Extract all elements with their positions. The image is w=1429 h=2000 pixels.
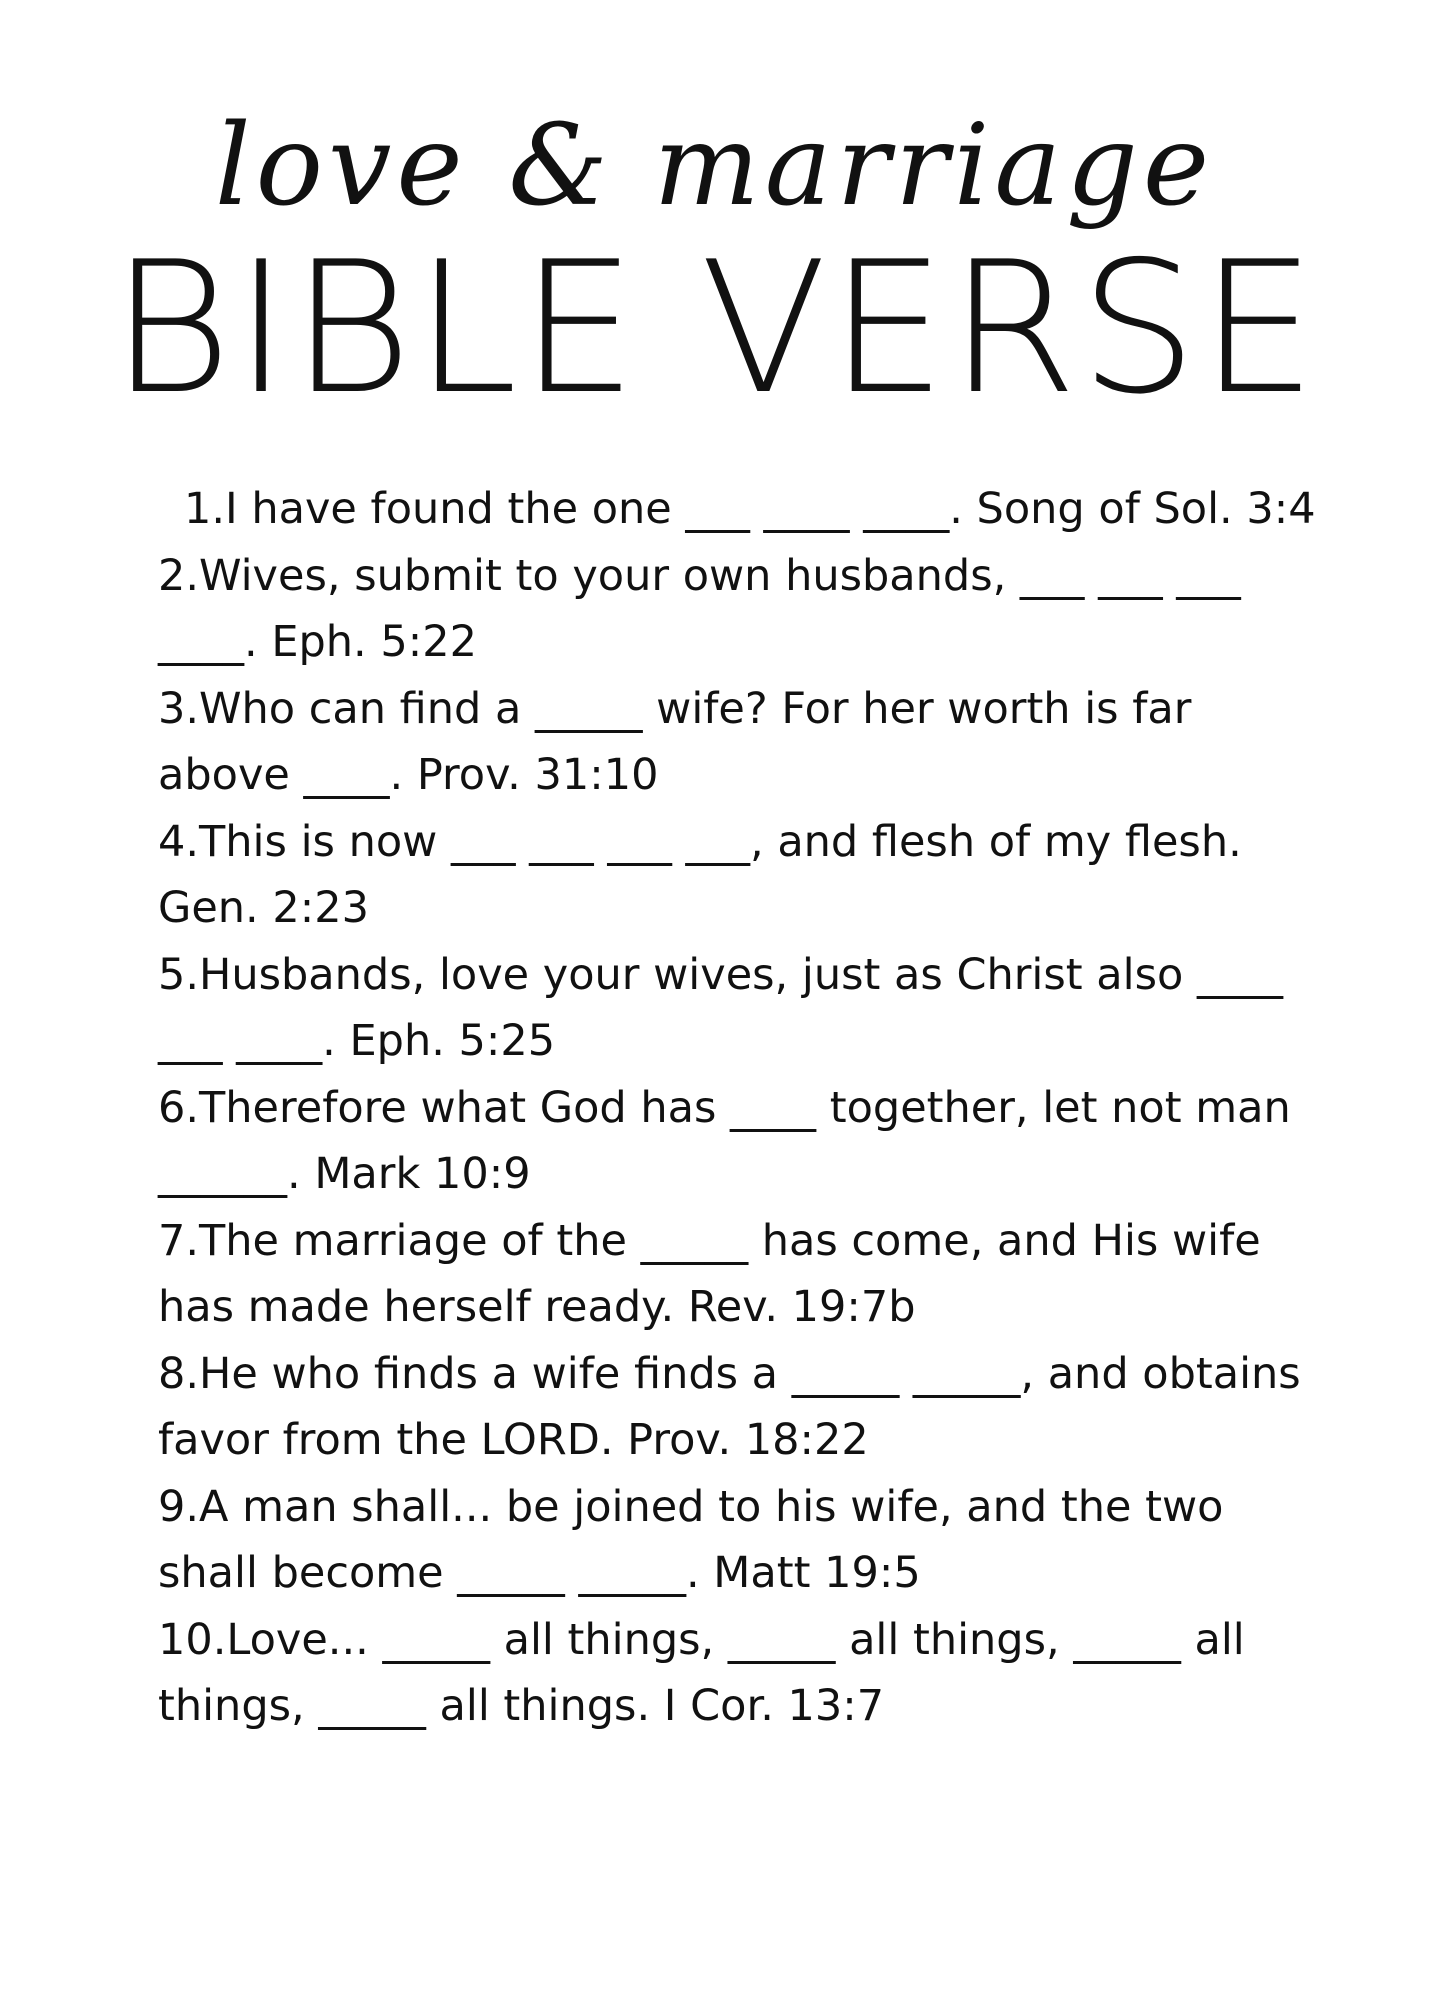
verse-item-4: 4.This is now ___ ___ ___ ___, and flesh of my flesh. Gen. 2:23: [158, 816, 1242, 933]
verse-list: [158, 476, 1318, 1740]
verse-item-9: 9.A man shall... be joined to his wife, and the two shall become _____ _____. Matt 19:5: [158, 1481, 1224, 1598]
verse-item-7: 7.The marriage of the _____ has come, and His wife has made herself ready. Rev. 19:7b: [158, 1215, 1261, 1332]
verse-item-2: 2.Wives, submit to your own husbands, ___ ___ ___ ____. Eph. 5:22: [158, 550, 1241, 667]
script-subtitle: love & marriage: [214, 101, 1215, 231]
verse-item-6: 6.Therefore what God has ____ together, let not man ______. Mark 10:9: [158, 1082, 1291, 1199]
verse-item-5: 5.Husbands, love your wives, just as Christ also ____ ___ ____. Eph. 5:25: [158, 949, 1283, 1066]
verse-item-3: 3.Who can find a _____ wife? For her worth is far above ____. Prov. 31:10: [158, 683, 1192, 800]
verse-item-1: 1.I have found the one ___ ____ ____. Song of Sol. 3:4: [184, 484, 1316, 534]
page-title: BIBLE VERSE: [110, 222, 1319, 434]
verse-item-8: 8.He who finds a wife finds a _____ _____, and obtains favor from the LORD. Prov. 18:22: [158, 1348, 1301, 1465]
verse-item-10: 10.Love... _____ all things, _____ all things, _____ all things, _____ all things. I Cor. 13:7: [158, 1614, 1245, 1731]
